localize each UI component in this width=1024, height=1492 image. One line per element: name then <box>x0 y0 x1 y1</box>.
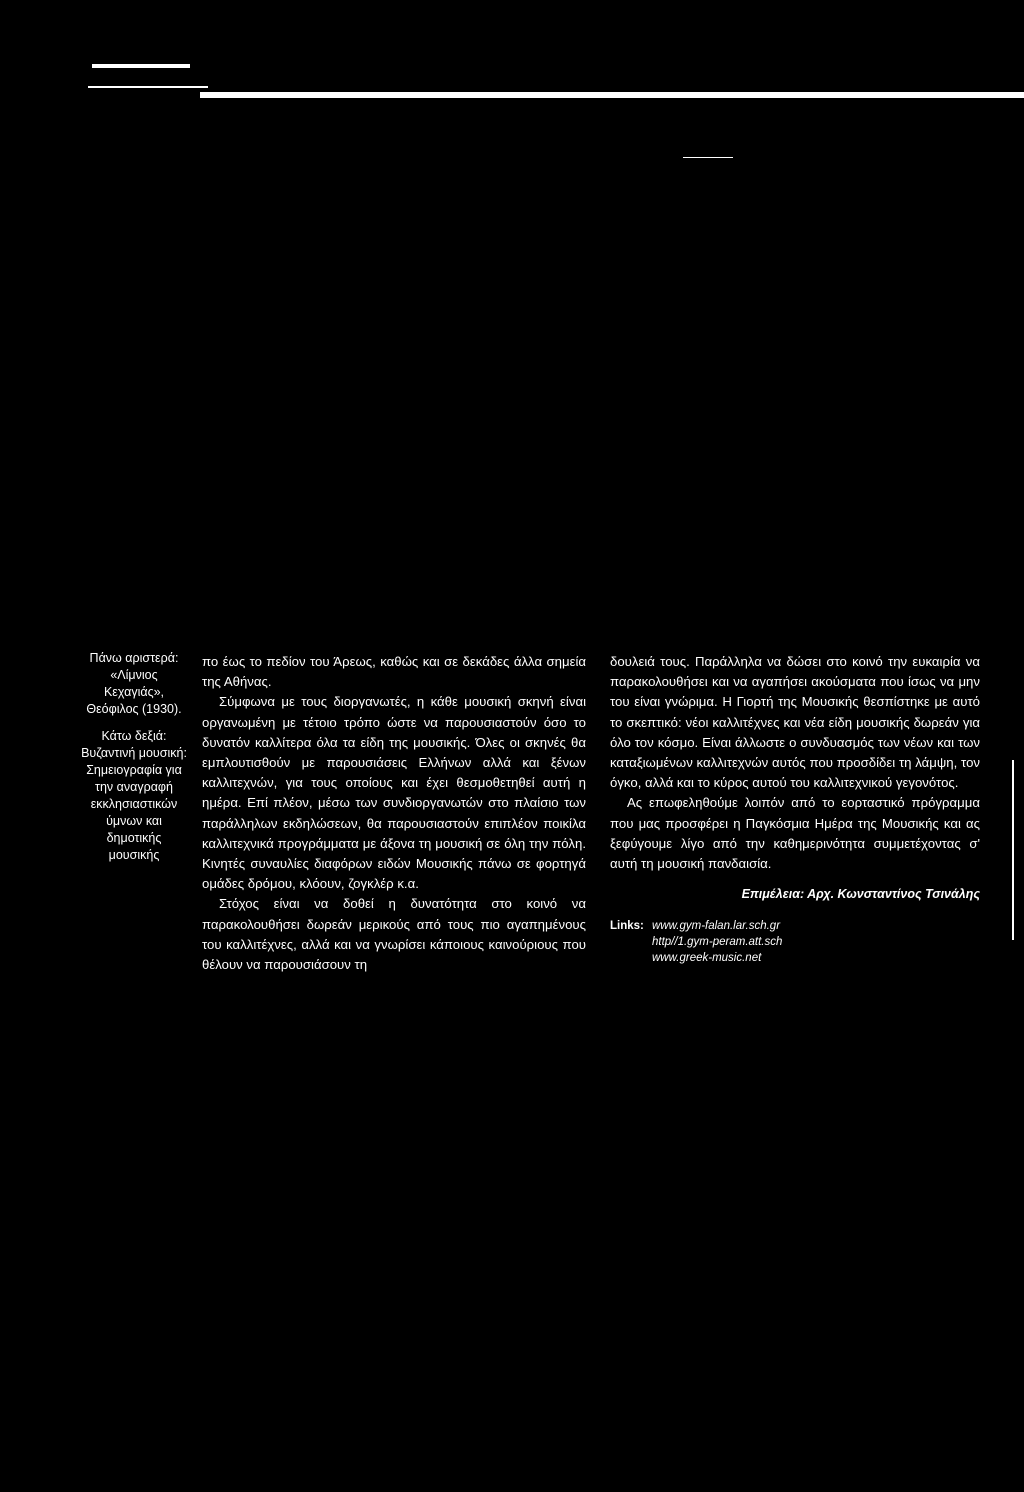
right-edge-mark <box>1012 760 1014 940</box>
caption-bottom: Κάτω δεξιά: Βυζαντινή μουσική: Σημειογραφία για την αναγραφή εκκλησιαστικών ύμνων και δημοτικής μουσικής <box>81 729 187 862</box>
links-block <box>610 918 980 966</box>
author-credit: Επιμέλεια: Αρχ. Κωνσταντίνος Τσινάλης <box>741 887 980 902</box>
paragraph: Ας επωφεληθούμε λοιπόν από το εορταστικό πρόγραμμα που μας προσφέρει η Παγκόσμια Ημέρα της Μουσικής και ας ξεφύγουμε λίγο από την καθημερινότητα συμμετέχοντας σ' αυτή τη μουσική πανδαισία. <box>610 795 980 872</box>
article-column-middle <box>202 652 586 975</box>
image-caption <box>80 650 188 874</box>
paragraph: δουλειά τους. Παράλληλα να δώσει στο κοινό την ευκαιρία να παρακολουθήσει και να αγαπήσει ακούσματα που ίσως να μην του είναι γνώριμα. Η Γιορτή της Μουσικής θεσπίστηκε με αυτό το σκεπτικό: νέοι καλλιτέχνες και νέα είδη μουσικής δωρεάν για όλο τον κόσμο. Είναι άλλωστε ο συνδυασμός των νέων και των καταξιωμένων καλλιτεχνών αυτός που προσδίδει τη λάμψη, τον όγκο, αλλά και το κύρος αυτού του καλλιτεχνικού γεγονότος. <box>610 654 980 791</box>
link-text: http//1.gym-peram.att.sch <box>652 936 783 949</box>
top-rule-1 <box>92 64 190 68</box>
paragraph: Σύμφωνα με τους διοργανωτές, η κάθε μουσική σκηνή είναι οργανωμένη με τέτοιο τρόπο ώστε να παρουσιαστούν όσο το δυνατόν καλλίτερα όλα τα είδη της μουσικής. Όλες οι σκηνές θα εμπλουτισθούν με παρουσιάσεις Ελλήνων αλλά και ξένων καλλιτεχνών, για τους οποίους και έχει θεσμοθετηθεί αυτή η ημέρα. Επί πλέον, μέσω των συνδιοργανωτών στο πλαίσιο των παράλληλων εκδηλώσεων, θα παρουσιαστούν επιπλέον ποικίλα καλλιτεχνικά προγράμματα με άξονα τη μουσική σε όλη την πόλη. Κινητές συναυλίες διαφόρων ειδών Μουσικής πάνω σε φορτηγά ομάδες δρόμου, κλόουν, ζογκλέρ κ.α. <box>202 694 586 892</box>
links-label: Links: <box>610 920 644 933</box>
short-rule <box>683 157 733 158</box>
paragraph: πο έως το πεδίον του Άρεως, καθώς και σε δεκάδες άλλα σημεία της Αθήνας. <box>202 654 586 690</box>
article-column-right <box>610 652 980 966</box>
top-rule-3 <box>200 92 1024 98</box>
top-rule-2 <box>88 86 208 88</box>
link-text: www.gym-falan.lar.sch.gr <box>652 920 781 933</box>
link-text: www.greek-music.net <box>652 952 762 965</box>
caption-top: Πάνω αριστερά: «Λίμνιος Κεχαγιάς», Θεόφιλος (1930). <box>86 651 182 716</box>
paragraph: Στόχος είναι να δοθεί η δυνατότητα στο κοινό να παρακολουθήσει δωρεάν μερικούς από τους πιο αγαπημένους του καλλιτέχνες, αλλά και να γνωρίσει κάποιους καινούριους που θέλουν να παρουσιάσουν τη <box>202 896 586 973</box>
